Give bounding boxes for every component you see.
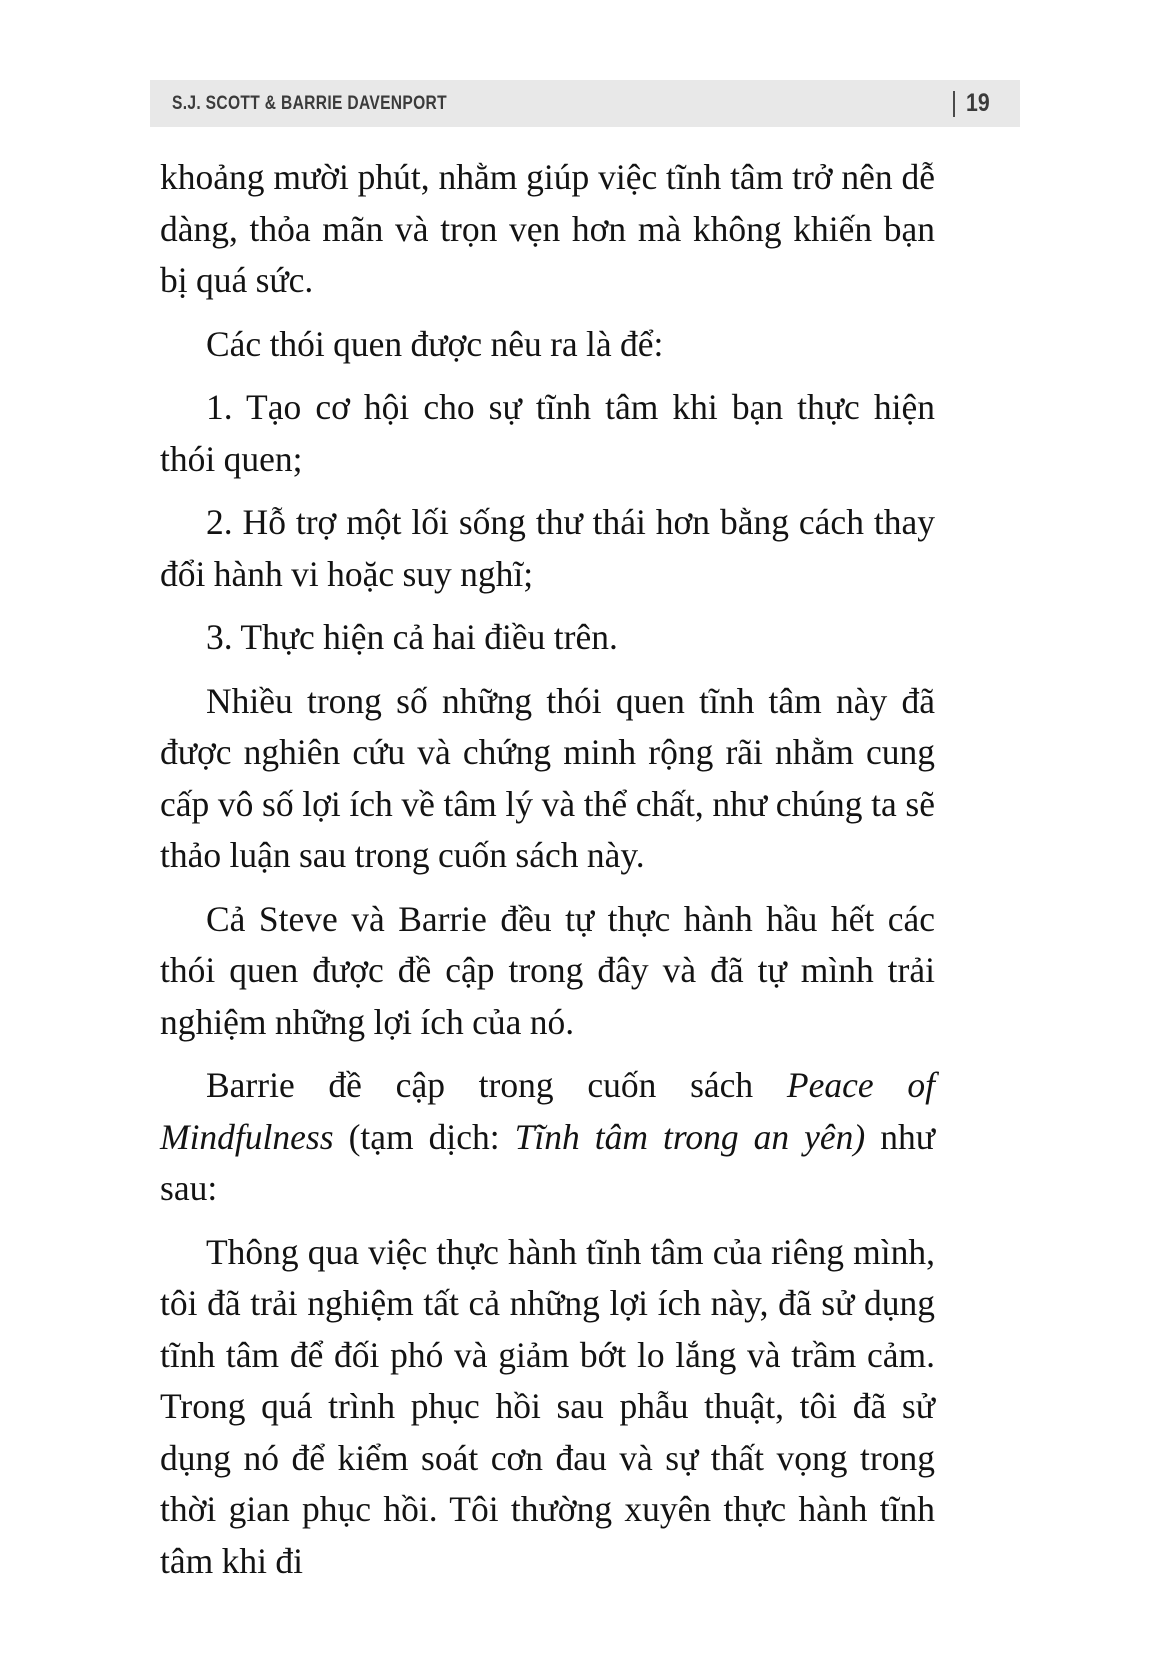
book-title-italic: Peace of Mindfulness bbox=[160, 1065, 935, 1157]
paragraph-lead-in: Các thói quen được nêu ra là để: bbox=[206, 323, 664, 364]
paragraph-research-benefits: Nhiều trong số những thói quen tĩnh tâm này đã được nghiên cứu và chứng minh rộng rãi nhằm cung cấp vô số lợi ích về tâm lý và thể chất, như chúng ta sẽ thảo luận sau trong cuốn sách này. bbox=[160, 680, 935, 875]
running-header bbox=[150, 80, 1020, 127]
book-mention-tail: như sau: bbox=[160, 1116, 935, 1208]
list-item-3: 3. Thực hiện cả hai điều trên. bbox=[206, 617, 618, 657]
list-item-2: 2. Hỗ trợ một lối sống thư thái hơn bằng cách thay đổi hành vi hoặc suy nghĩ; bbox=[160, 502, 935, 594]
book-mention-before-title: Barrie đề cập trong cuốn sách bbox=[206, 1065, 787, 1105]
page-number: 19 bbox=[966, 89, 990, 117]
paragraph-book-mention bbox=[160, 1060, 935, 1215]
book-title-translation-italic: Tĩnh tâm trong an yên) bbox=[514, 1116, 866, 1157]
paragraph-authors-practice: Cả Steve và Barrie đều tự thực hành hầu hết các thói quen được đề cập trong đây và đã tự mình trải nghiệm những lợi ích của nó. bbox=[160, 898, 935, 1042]
folio-group bbox=[953, 89, 994, 118]
folio-separator-rule bbox=[953, 91, 955, 117]
book-mention-after-title: (tạm dịch: bbox=[333, 1116, 515, 1157]
header-authors: S.J. SCOTT & BARRIE DAVENPORT bbox=[172, 92, 447, 114]
paragraph-continuation: khoảng mười phút, nhằm giúp việc tĩnh tâm trở nên dễ dàng, thỏa mãn và trọn vẹn hơn mà không khiến bạn bị quá sức. bbox=[160, 157, 935, 300]
body-text-block bbox=[160, 152, 935, 1587]
paragraph-quote: Thông qua việc thực hành tĩnh tâm của riêng mình, tôi đã trải nghiệm tất cả những lợi ích này, đã sử dụng tĩnh tâm để đối phó và giảm bớt lo lắng và trầm cảm. Trong quá trình phục hồi sau phẫu thuật, tôi đã sử dụng nó để kiểm soát cơn đau và sự thất vọng trong thời gian phục hồi. Tôi thường xuyên thực hành tĩnh tâm khi đi bbox=[160, 1231, 935, 1581]
list-item-1: 1. Tạo cơ hội cho sự tĩnh tâm khi bạn thực hiện thói quen; bbox=[160, 387, 935, 479]
